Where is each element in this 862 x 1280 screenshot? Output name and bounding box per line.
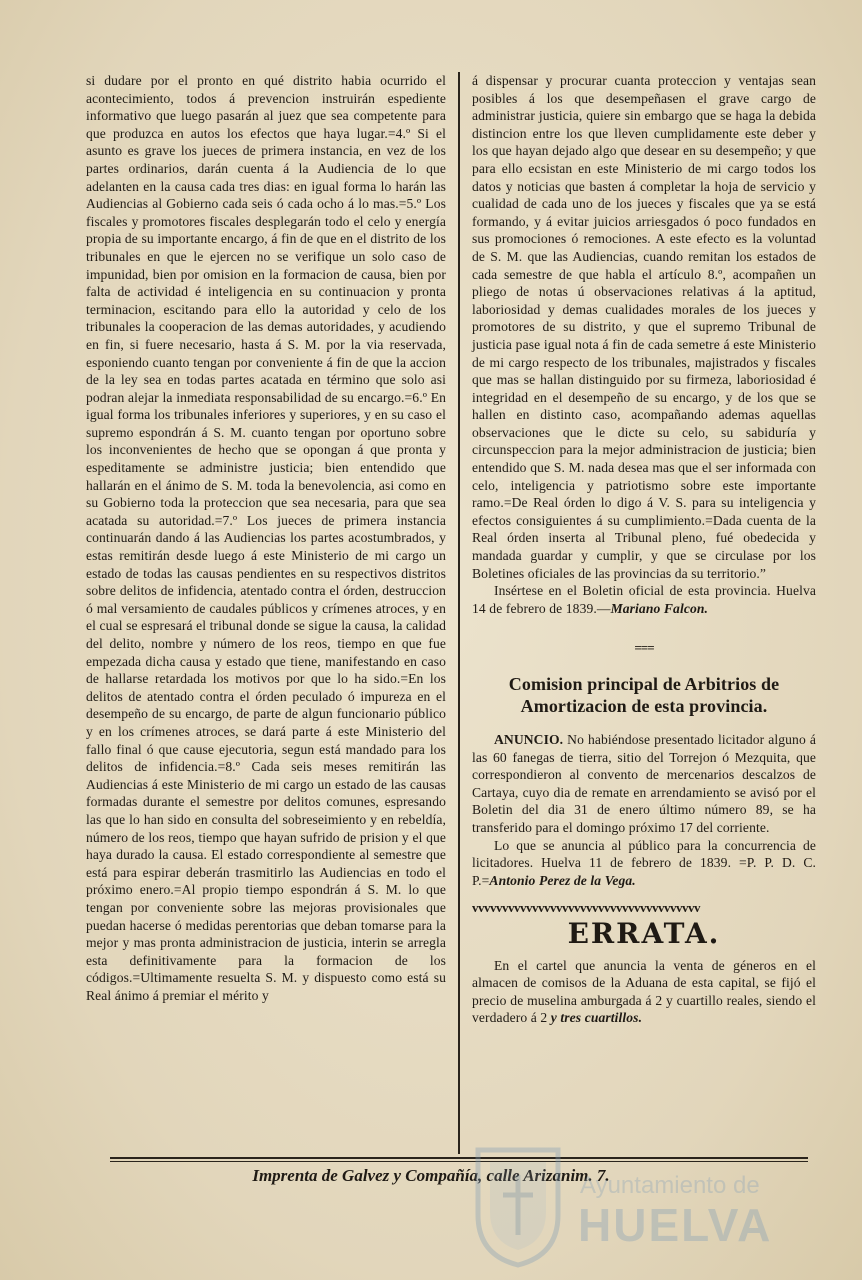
- column-divider: [458, 72, 460, 1154]
- right-column: [472, 72, 816, 1027]
- errata-text: En el cartel que anuncia la venta de géneros en el almacen de comisos de la Aduana de esta capital, se fijó el precio de muselina amburgada á 2 y cuartillo reales, siendo el verdadero á 2: [472, 957, 816, 1026]
- shield-icon: [468, 1140, 568, 1270]
- anuncio-text-2: Lo que se anuncia al público para la concurrencia de licitadores. Huelva 11 de febrero de 1839. =P. P. D. C. P.=: [472, 837, 816, 888]
- anuncio-label: ANUNCIO.: [494, 732, 564, 747]
- left-column-text: si dudare por el pronto en qué distrito habia ocurrido el acontecimiento, todos á prevencion instruirán espediente informativo que luego pasarán al juez que sea competente para que produzca en autos los efectos que haya lugar.=4.º Si el asunto es grave los jueces de primera instancia, en vez de los partes ordinarios, darán cuenta á la Audiencia de lo que adelanten en la causa cada tres dias: en igual forma lo harán las Audiencias al Gobierno cada seis ó cada ocho á lo mas.=5.º Los fiscales y promotores fiscales desplegarán todo el celo y energía propia de su importante encargo, á fin de que en el distrito de los tribunales en que le ejercen no se verifique un solo caso de impunidad, bien por omision en la formacion de causa, bien por falta de actividad é inteligencia en su continuacion y pronta terminacion, escitando para ello la autoridad y celo de los tribunales la cooperacion de las demas autoridades, y acudiendo en fin, si fuere necesario, hasta á S. M. por la via reservada, esponiendo cuanto tengan por conveniente á fin de que la accion de la ley sea en todas partes acatada en término que solo asi podran alejar la inmediata responsabilidad de su encargo.=6.º En igual forma los tribunales inferiores y superiores, y en su caso el supremo espondrán á S. M. cuanto tengan por oportuno sobre los inconvenientes de hecho que se opongan á que pronta y espeditamente se administre justicia; bien entendido que hallarán en el ánimo de S. M. toda la benevolencia, asi como en su Gobierno toda la proteccion que sea necesaria, para que sea acatada su autoridad.=7.º Los jueces de primera instancia continuarán dando á las Audiencias los partes acostumbrados, y estas remitirán desde luego á este Ministerio de mi cargo un estado de todas las causas pendientes en su respectivos distritos sobre delitos de infidencia, atentado contra el órden, destruccion ó mal versamiento de caudales públicos y crímenes atroces, y en el cual se espresará el tribunal donde se sigue la causa, la calidad del delito, nombre y número de los reos, tiempo en que fue empezada dicha causa y estado que tiene, manifestando en caso de hallarse retardada los motivos por que lo ha sido.=En los delitos de atentado contra el órden peculado ó impureza en el desempeño de su encargo, de parte de algun funcionario público y en los crímenes atroces, se dará parte á este Ministerio del fallo final ó que cause ejecutoria, segun está mandado para los delitos de infidencia.=8.º Cada seis meses remitirán las Audiencias á este Ministerio de mi cargo un estado de las causas formadas durante el semestre por delitos comunes, espresando las que lo han sido en consulta del sobreseimiento y en rebeldía, número de los reos, tiempo que hayan sufrido de prision y el que haya durado la causa. El estado correspondiente al semestre que está para espirar deberán trasmitirlo las Audiencias en todo el próximo enero.=Al propio tiempo espondrán á S. M. lo que tengan por conveniente sobre las mejoras provisionales que puedan hacerse ó medidas perentorias que deban tomarse para la mejor y mas pronta administracion de justicia, interin se arregla esta definitivamente para la formacion de los códigos.=Ultimamente resuelta S. M. y dispuesto como está su Real ánimo á premiar el mérito y: [86, 73, 446, 1003]
- section-heading: Comision principal de Arbitrios de Amortizacion de esta provincia.: [508, 674, 780, 716]
- anuncio-signature: Antonio Perez de la Vega.: [489, 872, 636, 888]
- insert-line: Insértese en el Boletin oficial de esta provincia. Huelva 14 de febrero de 1839.—: [472, 583, 816, 616]
- ornament-border: vvvvvvvvvvvvvvvvvvvvvvvvvvvvvvvvvvvvvv: [472, 900, 700, 916]
- errata-paragraph: [472, 957, 816, 1027]
- anuncio-text: No habiéndose presentado licitador alguno á las 60 fanegas de tierra, sitio del Torrejon ó Mezquita, que correspondieron al convento de mercenarios descalzos de Cartaya, cuyo dia de remate en arrendamiento se avisó por el Boletin del dia 31 de enero último número 89, se ha transferido para el domingo próximo 17 del corriente.: [472, 732, 816, 835]
- errata-title: ERRATA.: [567, 916, 721, 950]
- separator-ornament: ===: [634, 640, 654, 656]
- imprint-line: Imprenta de Galvez y Compañía, calle Arizanim. 7.: [252, 1166, 610, 1185]
- errata-italic: y tres cuartillos.: [547, 1010, 643, 1026]
- insert-signature: Mariano Falcon.: [610, 600, 709, 616]
- archive-watermark: [460, 1128, 820, 1278]
- watermark-line2: HUELVA: [578, 1199, 773, 1251]
- anuncio-paragraph-2: [472, 837, 816, 890]
- watermark-line1: Ayuntamiento de: [580, 1172, 760, 1199]
- left-column: [86, 72, 446, 1150]
- insert-note: [472, 582, 816, 617]
- continuation-text: á dispensar y procurar cuanta proteccion y ventajas sean posibles á los que desempeñasen el grave cargo de administrar justicia, quiere sin embargo que se haga la debida distincion entre los que lleven cumplidamente este deber y los que hayan dejado algo que desear en su desempeño; y que para ello ecsistan en este Ministerio de mi cargo todos los datos y noticias que basten á completar la hoja de servicio y cualidad de cada uno de los jueces y fiscales que ya se está formando, y á evitar juicios arriesgados ó poco fundados en sus promociones ó remociones. A este efecto es la voluntad de S. M. que las Audiencias, cuando remitan los estados de cada semestre de que habla el artículo 8.º, acompañen un pliego de notas ú observaciones relativas á la aptitud, laboriosidad y demas cualidades morales de los jueces y promotores de su distrito, y que el supremo Tribunal de justicia pase igual nota á fin de cada semetre á este Ministerio de mi cargo respecto de los tribunales, majistrados y fiscales que mas se hallan distinguido por su firmeza, laboriosidad é integridad en el desempeño de su encargo, y de los que se hallen en distinto caso, acompañando ademas aquellas observaciones que le dicte su celo, su sabiduría y circunspeccion para la mejor administracion de justicia; bien entendido que S. M. nada desea mas que el ser informada con celo, inteligencia y patriotismo sobre este importante ramo.=De Real órden lo digo á V. S. para su inteligencia y efectos consiguientes á su cumplimiento.=Dada cuenta de la Real órden inserta al Tribunal pleno, fué obedecida y mandada guardar y cumplir, y que se circulase por los Boletines oficiales de las provincias da su territorio.”: [472, 73, 816, 581]
- anuncio-paragraph: [472, 731, 816, 837]
